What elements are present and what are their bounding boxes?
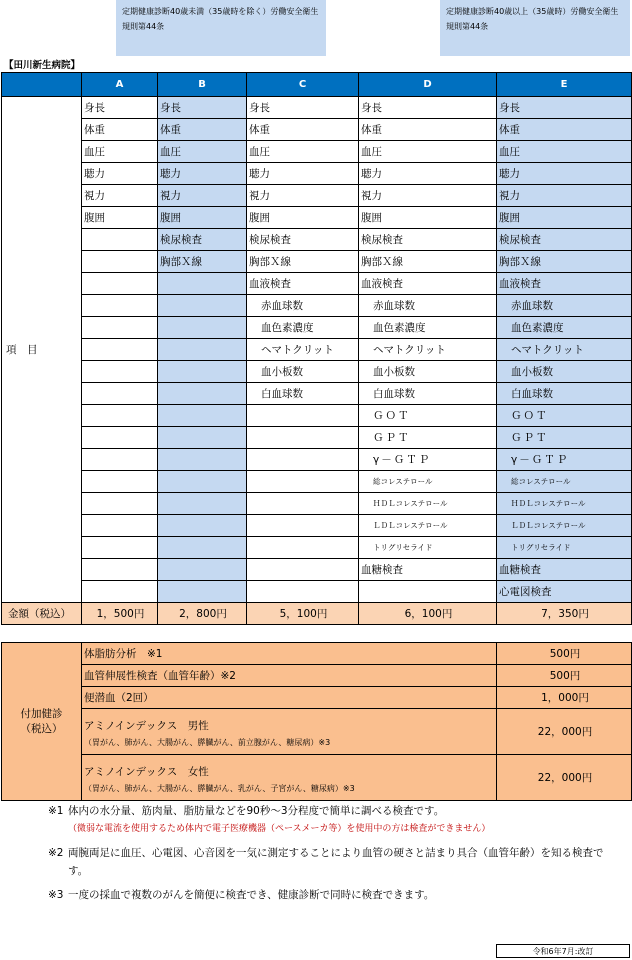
cell-e: γ－ＧＴＰ xyxy=(497,449,632,471)
cell-c xyxy=(247,515,359,537)
cell-e: 腹囲 xyxy=(497,207,632,229)
cell-a xyxy=(82,273,158,295)
optional-label-line1: 付加健診 xyxy=(20,707,63,720)
cell-b xyxy=(158,581,247,603)
cell-d: ＧＯＴ xyxy=(359,405,497,427)
cell-a xyxy=(82,361,158,383)
cell-a: 体重 xyxy=(82,119,158,141)
optional-test-name xyxy=(82,665,497,687)
cell-e: 血小板数 xyxy=(497,361,632,383)
footnote-mark: ※3 xyxy=(48,889,64,901)
footnotes xyxy=(48,802,608,910)
table-row xyxy=(2,163,632,185)
cell-e: 血色素濃度 xyxy=(497,317,632,339)
cell-c xyxy=(247,471,359,493)
cell-b xyxy=(158,361,247,383)
cell-d: 血液検査 xyxy=(359,273,497,295)
cell-d: 聴力 xyxy=(359,163,497,185)
cell-d: 白血球数 xyxy=(359,383,497,405)
cell-e: 赤血球数 xyxy=(497,295,632,317)
table-row xyxy=(2,515,632,537)
test-name-text: アミノインデックス 女性 xyxy=(84,765,209,778)
cell-b xyxy=(158,449,247,471)
cell-e: 血圧 xyxy=(497,141,632,163)
optional-test-name xyxy=(82,709,497,755)
table-row xyxy=(2,295,632,317)
cell-c: 白血球数 xyxy=(247,383,359,405)
column-header-row xyxy=(2,73,632,97)
cell-d: トリグリセライド xyxy=(359,537,497,559)
cell-b xyxy=(158,471,247,493)
checkup-table xyxy=(1,72,632,625)
price-a: 1，500円 xyxy=(82,603,158,625)
cell-c: 聴力 xyxy=(247,163,359,185)
table-row xyxy=(2,97,632,119)
cell-b xyxy=(158,339,247,361)
test-detail-text: （胃がん、肺がん、大腸がん、膵臓がん、乳がん、子宮がん、糖尿病）※3 xyxy=(84,783,355,793)
footnote xyxy=(48,844,608,880)
cell-e: 検尿検査 xyxy=(497,229,632,251)
cell-a xyxy=(82,405,158,427)
cell-c xyxy=(247,405,359,427)
cell-a xyxy=(82,471,158,493)
table-row xyxy=(2,273,632,295)
cell-b xyxy=(158,515,247,537)
cell-b: 体重 xyxy=(158,119,247,141)
table-row xyxy=(2,361,632,383)
optional-test-name xyxy=(82,643,497,665)
optional-test-row xyxy=(2,687,632,709)
cell-a: 腹囲 xyxy=(82,207,158,229)
cell-b: 胸部Ｘ線 xyxy=(158,251,247,273)
cell-c xyxy=(247,493,359,515)
cell-d: 体重 xyxy=(359,119,497,141)
cell-b xyxy=(158,317,247,339)
cell-b xyxy=(158,427,247,449)
cell-c xyxy=(247,449,359,471)
optional-test-price: 1，000円 xyxy=(497,687,632,709)
column-header-a: A xyxy=(82,73,158,97)
cell-e: ＧＰＴ xyxy=(497,427,632,449)
cell-b xyxy=(158,383,247,405)
cell-e: ヘマトクリット xyxy=(497,339,632,361)
cell-a xyxy=(82,383,158,405)
cell-e: ＨＤＬコレステロール xyxy=(497,493,632,515)
cell-d: 総コレステロール xyxy=(359,471,497,493)
cell-c: 血圧 xyxy=(247,141,359,163)
footnote-mark: ※1 xyxy=(48,805,64,817)
optional-test-price: 22，000円 xyxy=(497,755,632,801)
column-header-d: D xyxy=(359,73,497,97)
cell-c: 腹囲 xyxy=(247,207,359,229)
table-row xyxy=(2,119,632,141)
cell-c: 血色素濃度 xyxy=(247,317,359,339)
cell-a: 身長 xyxy=(82,97,158,119)
footnote-text: 両腕両足に血圧、心電図、心音図を一気に測定することにより血管の硬さと詰まり具合（血管年齢）を知る検査です。 xyxy=(68,847,604,877)
cell-b xyxy=(158,295,247,317)
price-d: 6，100円 xyxy=(359,603,497,625)
cell-d xyxy=(359,581,497,603)
cell-b xyxy=(158,493,247,515)
footnote-text: 一度の採血で複数のがんを簡便に検査でき、健康診断で同時に検査できます。 xyxy=(68,889,435,901)
revision-date: 令和6年7月:改訂 xyxy=(496,944,630,958)
cell-c: 検尿検査 xyxy=(247,229,359,251)
footnote xyxy=(48,886,608,904)
cell-a xyxy=(82,581,158,603)
price-row xyxy=(2,603,632,625)
table-row xyxy=(2,471,632,493)
cell-e: 胸部Ｘ線 xyxy=(497,251,632,273)
cell-d: ＧＰＴ xyxy=(359,427,497,449)
optional-test-price: 22，000円 xyxy=(497,709,632,755)
cell-d: 血色素濃度 xyxy=(359,317,497,339)
table-row xyxy=(2,493,632,515)
cell-e: 白血球数 xyxy=(497,383,632,405)
callout-column-b: 定期健康診断40歳未満（35歳時を除く）労働安全衛生規則第44条 xyxy=(116,0,326,56)
cell-d: 赤血球数 xyxy=(359,295,497,317)
cell-e: 視力 xyxy=(497,185,632,207)
cell-d: 視力 xyxy=(359,185,497,207)
cell-e: 身長 xyxy=(497,97,632,119)
cell-b: 身長 xyxy=(158,97,247,119)
table-row xyxy=(2,383,632,405)
cell-c: 身長 xyxy=(247,97,359,119)
column-header-b: B xyxy=(158,73,247,97)
cell-d: ヘマトクリット xyxy=(359,339,497,361)
cell-c: 赤血球数 xyxy=(247,295,359,317)
table-row xyxy=(2,141,632,163)
cell-b xyxy=(158,405,247,427)
footnote-mark: ※2 xyxy=(48,847,64,859)
cell-d: 血圧 xyxy=(359,141,497,163)
footnote-warning: （微弱な電流を使用するため体内で電子医療機器（ペースメーカ等）を使用中の方は検査ができません） xyxy=(68,824,491,834)
cell-b: 腹囲 xyxy=(158,207,247,229)
cell-d: 検尿検査 xyxy=(359,229,497,251)
cell-e: トリグリセライド xyxy=(497,537,632,559)
cell-e: 体重 xyxy=(497,119,632,141)
cell-b: 視力 xyxy=(158,185,247,207)
optional-label-line2: （税込） xyxy=(20,722,63,735)
price-label: 金額（税込） xyxy=(2,603,82,625)
cell-d: γ－ＧＴＰ xyxy=(359,449,497,471)
cell-c xyxy=(247,427,359,449)
table-row xyxy=(2,251,632,273)
table-row xyxy=(2,537,632,559)
cell-a: 聴力 xyxy=(82,163,158,185)
price-c: 5，100円 xyxy=(247,603,359,625)
cell-d: 腹囲 xyxy=(359,207,497,229)
column-header-c: C xyxy=(247,73,359,97)
cell-b: 検尿検査 xyxy=(158,229,247,251)
cell-a: 血圧 xyxy=(82,141,158,163)
optional-tests-label xyxy=(2,643,82,801)
cell-a xyxy=(82,251,158,273)
table-row xyxy=(2,405,632,427)
cell-e: ＧＯＴ xyxy=(497,405,632,427)
footnote xyxy=(48,802,608,820)
cell-c xyxy=(247,581,359,603)
test-name-text: 血管伸展性検査（血管年齢）※2 xyxy=(84,670,236,682)
cell-a xyxy=(82,493,158,515)
cell-c: ヘマトクリット xyxy=(247,339,359,361)
cell-d: 胸部Ｘ線 xyxy=(359,251,497,273)
cell-a xyxy=(82,449,158,471)
cell-e: 血糖検査 xyxy=(497,559,632,581)
cell-d: 血小板数 xyxy=(359,361,497,383)
optional-test-price: 500円 xyxy=(497,665,632,687)
cell-d: 血糖検査 xyxy=(359,559,497,581)
cell-a xyxy=(82,427,158,449)
cell-a xyxy=(82,317,158,339)
cell-d: ＨＤＬコレステロール xyxy=(359,493,497,515)
cell-e: 心電図検査 xyxy=(497,581,632,603)
cell-c: 血小板数 xyxy=(247,361,359,383)
table-row xyxy=(2,559,632,581)
table-row xyxy=(2,449,632,471)
cell-a xyxy=(82,229,158,251)
cell-c: 胸部Ｘ線 xyxy=(247,251,359,273)
test-detail-text: （胃がん、肺がん、大腸がん、膵臓がん、前立腺がん、糖尿病）※3 xyxy=(84,737,331,747)
test-name-text: アミノインデックス 男性 xyxy=(84,719,209,732)
optional-test-price: 500円 xyxy=(497,643,632,665)
optional-test-row xyxy=(2,643,632,665)
optional-test-row xyxy=(2,755,632,801)
side-label: 項 目 xyxy=(2,97,82,603)
cell-a xyxy=(82,537,158,559)
cell-b xyxy=(158,559,247,581)
cell-c: 体重 xyxy=(247,119,359,141)
cell-e: 総コレステロール xyxy=(497,471,632,493)
header-corner xyxy=(2,73,82,97)
cell-c: 血液検査 xyxy=(247,273,359,295)
cell-c xyxy=(247,537,359,559)
table-row xyxy=(2,185,632,207)
table-row xyxy=(2,229,632,251)
cell-a: 視力 xyxy=(82,185,158,207)
optional-test-row xyxy=(2,665,632,687)
cell-a xyxy=(82,559,158,581)
optional-test-row xyxy=(2,709,632,755)
cell-d: 身長 xyxy=(359,97,497,119)
cell-e: 血液検査 xyxy=(497,273,632,295)
price-b: 2，800円 xyxy=(158,603,247,625)
column-header-e: E xyxy=(497,73,632,97)
cell-a xyxy=(82,515,158,537)
cell-e: 聴力 xyxy=(497,163,632,185)
cell-b xyxy=(158,537,247,559)
table-row xyxy=(2,427,632,449)
cell-c: 視力 xyxy=(247,185,359,207)
optional-test-name xyxy=(82,687,497,709)
cell-b: 血圧 xyxy=(158,141,247,163)
table-row xyxy=(2,339,632,361)
table-row xyxy=(2,581,632,603)
footnote-text: 体内の水分量、筋肉量、脂肪量などを90秒～3分程度で簡単に調べる検査です。 xyxy=(68,805,445,817)
test-name-text: 便潜血（2回） xyxy=(84,692,154,704)
cell-b xyxy=(158,273,247,295)
cell-a xyxy=(82,339,158,361)
cell-e: ＬＤＬコレステロール xyxy=(497,515,632,537)
cell-c xyxy=(247,559,359,581)
cell-b: 聴力 xyxy=(158,163,247,185)
table-row xyxy=(2,207,632,229)
optional-tests-table xyxy=(1,642,632,801)
cell-d: ＬＤＬコレステロール xyxy=(359,515,497,537)
test-name-text: 体脂肪分析 ※1 xyxy=(84,648,163,660)
price-e: 7，350円 xyxy=(497,603,632,625)
callout-column-e: 定期健康診断40歳以上（35歳時）労働安全衛生規則第44条 xyxy=(440,0,630,56)
table-row xyxy=(2,317,632,339)
optional-test-name xyxy=(82,755,497,801)
cell-a xyxy=(82,295,158,317)
hospital-name: 【田川新生病院】 xyxy=(4,60,81,71)
